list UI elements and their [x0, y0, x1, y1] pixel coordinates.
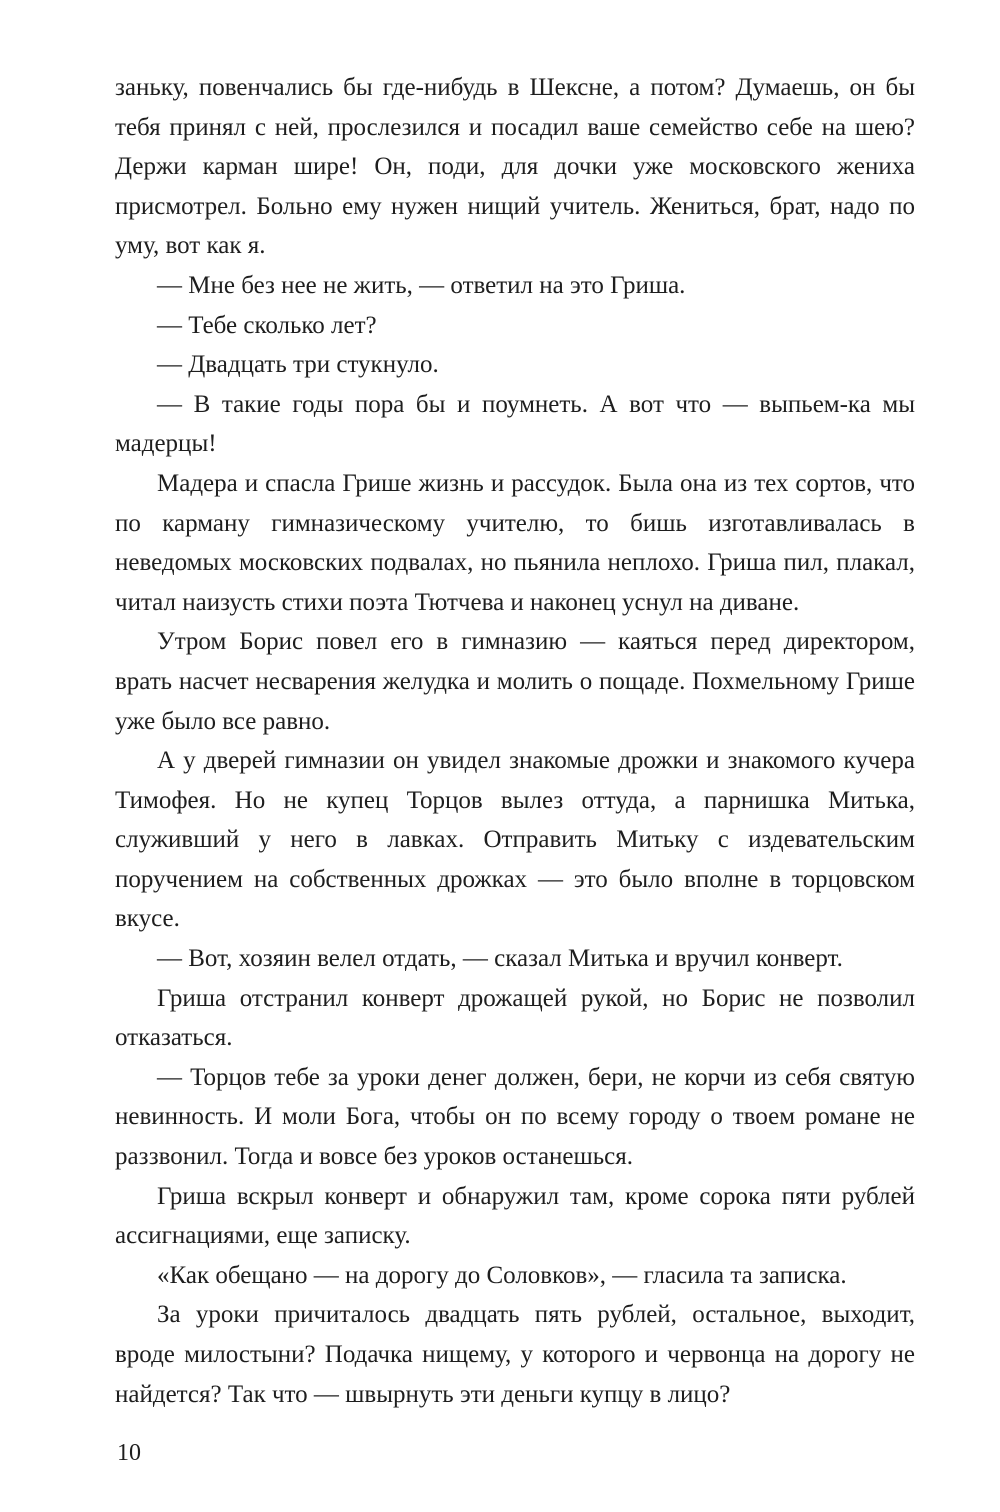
- paragraph: Гриша отстранил конверт дрожащей рукой, но Борис не позволил отказаться.: [115, 984, 915, 1052]
- paragraph: За уроки причиталось двадцать пять рублей, остальное, выходит, вроде милостыни? Подачка нищему, у которого и червонца на дорогу не найдется? Так что — швырнуть эти деньги купцу в лицо?: [115, 1301, 915, 1408]
- paragraph: — Торцов тебе за уроки денег должен, бери, не корчи из себя святую невинность. И моли Бога, чтобы он по всему городу о твоем романе не раззвонил. Тогда и вовсе без уроков останешься.: [115, 1063, 915, 1171]
- paragraph: — Мне без нее не жить, — ответил на это Гриша.: [157, 271, 686, 299]
- paragraph: Утром Борис повел его в гимназию — каяться перед директором, врать насчет несварения желудка и молить о пощаде. Похмельному Грише уже было все равно.: [115, 628, 915, 735]
- paragraph: А у дверей гимназии он увидел знакомые дрожки и знакомого кучера Тимофея. Но не купец Торцов вылез оттуда, а парнишка Митька, служивший у него в лавках. Отправить Митьку с издевательским поручением на собственных дрожках — это было вполне в торцовском вкусе.: [115, 747, 915, 933]
- paragraph: — Двадцать три стукнуло.: [157, 351, 439, 379]
- paragraph: «Как обещано — на дорогу до Соловков», — гласила та записка.: [157, 1261, 847, 1289]
- paragraph: Гриша вскрыл конверт и обнаружил там, кроме сорока пяти рублей ассигнациями, еще записку.: [115, 1182, 915, 1250]
- paragraph: Мадера и спасла Грише жизнь и рассудок. Была она из тех сортов, что по карману гимназическому учителю, то бишь изготавливалась в неведомых московских подвалах, но пьянила неплохо. Гриша пил, плакал, читал наизусть стихи поэта Тютчева и наконец уснул на диване.: [115, 469, 915, 616]
- body-text: [115, 68, 915, 1414]
- paragraph: — В такие годы пора бы и поумнеть. А вот что — выпьем-ка мы мадерцы!: [115, 390, 915, 458]
- paragraph: — Тебе сколько лет?: [157, 311, 377, 339]
- paragraph: — Вот, хозяин велел отдать, — сказал Митька и вручил конверт.: [157, 945, 843, 973]
- page-number: 10: [117, 1440, 141, 1466]
- paragraph: заньку, повенчались бы где-нибудь в Шексне, а потом? Думаешь, он бы тебя принял с ней, прослезился и посадил ваше семейство себе на шею? Держи карман шире! Он, поди, для дочки уже московского жениха присмотрел. Больно ему нужен нищий учитель. Жениться, брат, надо по уму, вот как я.: [115, 74, 915, 260]
